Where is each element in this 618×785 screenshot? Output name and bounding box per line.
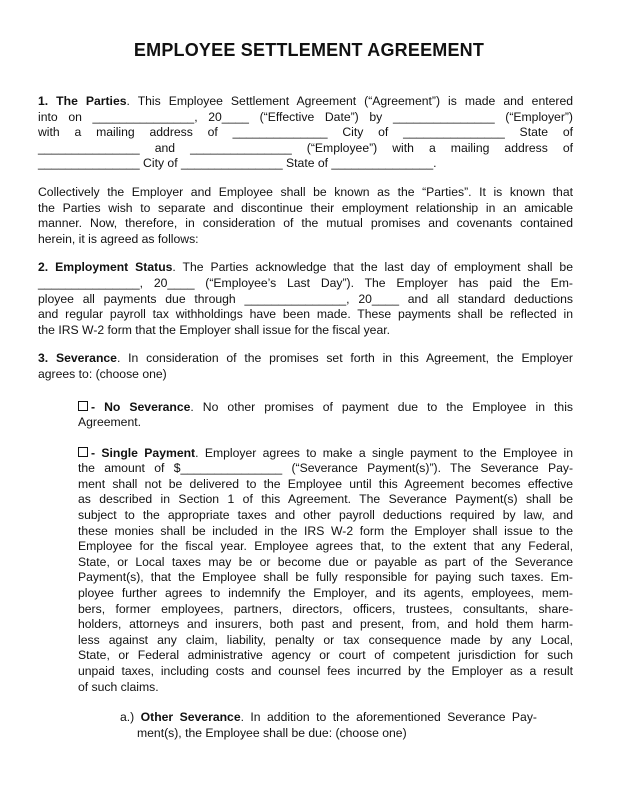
other-severance-line-2: ment(s), the Employee shall be due: (choose one) (137, 725, 407, 740)
severance-line-1 (38, 351, 573, 367)
other-severance-marker: a.) (120, 710, 135, 725)
no-severance-label: - No Severance (91, 399, 191, 414)
section-employment-status (38, 260, 573, 338)
single-payment-line-1-text: . Employer agrees to make a single payment to the Employee in (195, 445, 574, 460)
single-payment-line-14: State, or Federal administrative agency or court of competent jurisdiction for such (78, 648, 573, 663)
single-payment-line-5: subject to the appropriate taxes and other payroll deductions required by law, and (78, 508, 573, 523)
section-severance (38, 351, 573, 382)
no-severance-line-2: Agreement. (78, 415, 142, 430)
collectively-line-2: the Parties wish to separate and discontinue their employment relationship in an amicable (38, 200, 573, 215)
severance-line-1-text: . In consideration of the promises set forth in this Agreement, the Employer (116, 351, 573, 366)
single-payment-line-3: ment shall not be delivered to the Employee until this Agreement becomes effective (78, 476, 573, 491)
parties-line-4: _______________ and _______________ (“Employee”) with a mailing address of (38, 140, 573, 155)
single-payment-line-4: as described in Section 1 of this Agreement. The Severance Payment(s) shall be (78, 492, 573, 507)
employment-line-1-text: . The Parties acknowledge that the last day of employment shall be (172, 260, 573, 275)
single-payment-line-6: these monies shall be included in the IRS W-2 form the Employer shall issue to the (78, 523, 573, 538)
other-severance-line-1 (120, 710, 537, 726)
other-severance-label: Other Severance (140, 710, 241, 725)
option-no-severance (78, 400, 573, 431)
parties-line-3: with a mailing address of ______________ City of _______________ State of (38, 125, 573, 140)
section-collectively (38, 185, 573, 247)
employment-line-1 (38, 260, 573, 276)
single-payment-line-8: State, or Local taxes may be or become due or payable as part of the Severance (78, 554, 573, 569)
parties-line-2: into on _______________, 20____ (“Effective Date”) by _______________ (“Employer”) (38, 109, 573, 124)
single-payment-line-15: unpaid taxes, including costs and counsel fees incurred by the Employer as a result (78, 664, 573, 678)
option-other-severance (120, 710, 537, 741)
parties-line-1-text: . This Employee Settlement Agreement (“Agreement”) is made and entered (126, 94, 573, 108)
document-title: EMPLOYEE SETTLEMENT AGREEMENT (133, 40, 485, 60)
collectively-line-1: Collectively the Employer and Employee shall be known as the “Parties”. It is known that (38, 184, 573, 199)
single-payment-line-13: less against any claim, liability, penalty or tax consequence made by any Local, (78, 632, 573, 647)
parties-heading: 1. The Parties (38, 94, 127, 108)
parties-line-5: _______________ City of _______________ State of _______________. (38, 156, 437, 171)
severance-heading: 3. Severance (38, 351, 117, 366)
single-payment-line-9: Payment(s), that the Employee shall be fully responsible for paying such taxes. Em- (78, 570, 573, 585)
other-severance-line-1-text: . In addition to the aforementioned Severance Pay- (240, 710, 537, 725)
employment-line-2: _______________, 20____ (“Employee’s Last Day”). The Employer has paid the Em- (38, 275, 573, 290)
no-severance-line-1 (78, 400, 573, 416)
parties-line-1 (38, 94, 573, 110)
employment-line-4: and regular payroll tax withholdings have been made. These payments shall be reflected in (38, 307, 573, 322)
single-payment-line-2: the amount of $_______________ (“Severance Payment(s)”). The Severance Pay- (78, 461, 573, 476)
employment-line-3: ployee all payments due through _______________, 20____ and all standard deductions (38, 291, 573, 306)
no-severance-checkbox[interactable] (78, 401, 88, 411)
collectively-line-4: herein, it is agreed as follows: (38, 231, 199, 246)
employment-status-heading: 2. Employment Status (38, 260, 173, 275)
single-payment-line-12: holders, attorneys and insurers, both past and present, from, and hold them harm- (78, 617, 573, 632)
single-payment-line-16: of such claims. (78, 679, 159, 694)
section-parties (38, 94, 573, 172)
single-payment-line-1 (78, 446, 573, 462)
single-payment-label: - Single Payment (91, 445, 196, 460)
single-payment-line-11: bers, former employees, partners, directors, officers, trustees, consultants, share- (78, 601, 573, 616)
no-severance-line-1-text: . No other promises of payment due to the Employee in this (190, 399, 573, 414)
document-body (38, 94, 573, 754)
severance-line-2: agrees to: (choose one) (38, 366, 167, 381)
single-payment-line-10: ployee further agrees to indemnify the Employer, and its agents, employees, mem- (78, 586, 573, 601)
single-payment-line-7: Employee for the fiscal year. Employee agrees that, to the extent that any Federal, (78, 539, 573, 554)
single-payment-checkbox[interactable] (78, 447, 88, 457)
collectively-line-3: manner. Now, therefore, in consideration of the mutual promises and covenants contained (38, 216, 573, 231)
employment-line-5: the IRS W-2 form that the Employer shall issue for the fiscal year. (38, 322, 391, 337)
option-single-payment (78, 446, 573, 696)
